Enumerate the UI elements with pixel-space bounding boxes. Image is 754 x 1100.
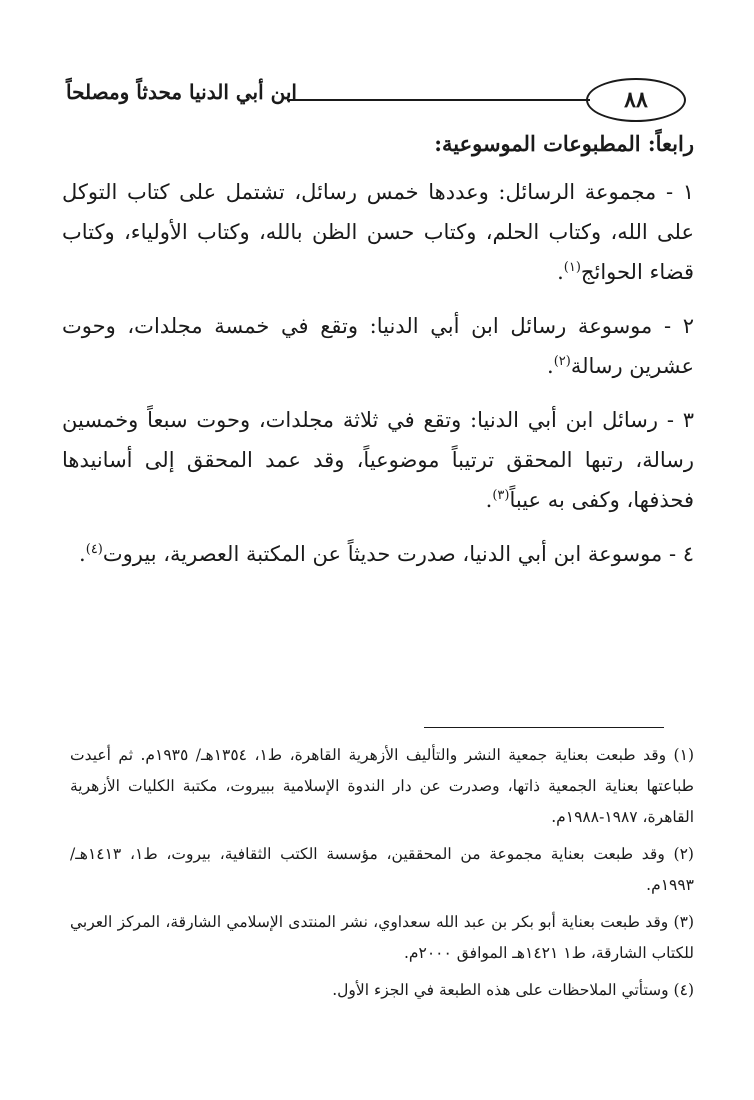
list-item	[62, 534, 694, 574]
list-item-text: موسوعة ابن أبي الدنيا، صدرت حديثاً عن المكتبة العصرية، بيروت	[102, 542, 663, 566]
list-item	[62, 172, 694, 292]
list-item-end: .	[547, 354, 554, 378]
running-title: ابن أبي الدنيا محدثاً ومصلحاً	[66, 80, 297, 104]
list-item-text: موسوعة رسائل ابن أبي الدنيا: وتقع في خمسة مجلدات، وحوت عشرين رسالة	[62, 314, 694, 378]
main-text	[62, 124, 694, 588]
footnote-ref[interactable]: (١)	[563, 260, 581, 275]
page-number: ٨٨	[624, 87, 648, 113]
footnote: (٢) وقد طبعت بعناية مجموعة من المحققين، مؤسسة الكتب الثقافية، بيروت، ط١، ١٤١٣هـ/ ١٩٩٣م.	[70, 845, 694, 894]
footnote: (٣) وقد طبعت بعناية أبو بكر بن عبد الله سعداوي، نشر المنتدى الإسلامي الشارقة، المركز العربي للكتاب الشارقة، ط١ ١٤٢١هـ الموافق ٢٠٠٠م.	[70, 913, 694, 962]
footnote: (٤) وستأتي الملاحظات على هذه الطبعة في الجزء الأول.	[332, 981, 694, 999]
footnote-ref[interactable]: (٤)	[85, 542, 103, 557]
list-item-text: رسائل ابن أبي الدنيا: وتقع في ثلاثة مجلدات، وحوت سبعاً وخمسين رسالة، رتبها المحقق ترتيباً موضوعياً، وقد عمد المحقق إلى أسانيدها فحذفها، وكفى به عيباً	[62, 408, 694, 512]
footnote-ref[interactable]: (٢)	[553, 354, 571, 369]
section-heading: رابعاً: المطبوعات الموسوعية:	[434, 131, 694, 156]
list-item-number: ٢ -	[663, 314, 694, 338]
list-item-number: ١ -	[665, 180, 694, 204]
list-item-end: .	[79, 542, 86, 566]
list-item	[62, 400, 694, 520]
list-item-text: مجموعة الرسائل: وعددها خمس رسائل، تشتمل على كتاب التوكل على الله، وكتاب الحلم، وكتاب حسن الظن بالله، وكتاب الأولياء، وكتاب قضاء الحوائج	[62, 180, 694, 284]
list-item-number: ٤ -	[668, 542, 694, 566]
footnote: (١) وقد طبعت بعناية جمعية النشر والتأليف الأزهرية القاهرة، ط١، ١٣٥٤هـ/ ١٩٣٥م. ثم أعيدت طباعتها بعناية الجمعية ذاتها، وصدرت عن دار الندوة الإسلامية ببيروت، مكتبة الكليات الأزهرية القاهرة، ١٩٨٧-١٩٨٨م.	[70, 746, 694, 826]
footnote-ref[interactable]: (٣)	[492, 488, 510, 503]
list-item-end: .	[557, 260, 564, 284]
page-number-oval	[586, 78, 686, 122]
footnote-separator	[424, 727, 664, 728]
list-item	[62, 306, 694, 386]
header-rule	[287, 99, 590, 101]
list-item-end: .	[485, 488, 493, 512]
footnotes	[70, 740, 694, 1012]
list-item-number: ٣ -	[666, 408, 694, 432]
page-header	[62, 72, 694, 130]
